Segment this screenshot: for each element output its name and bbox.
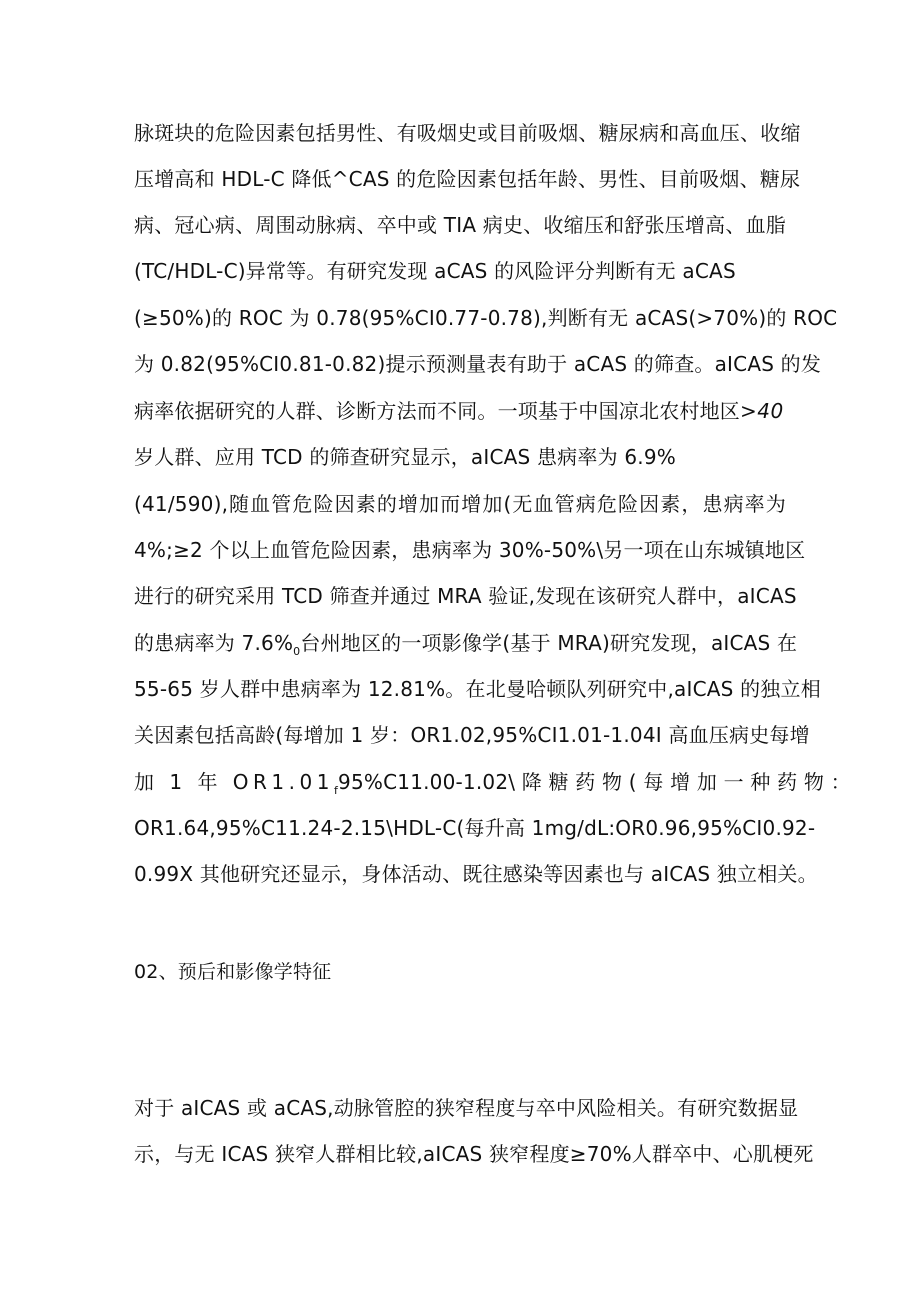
text-line: 0.99X 其他研究还显示，身体活动、既往感染等因素也与 aICAS 独立相关。 [134, 862, 818, 886]
text-line: 4%;≥2 个以上血管危险因素，患病率为 30%-50%\另一项在山东城镇地区 [134, 538, 806, 562]
text-line [134, 399, 784, 423]
text-line: 压增高和 HDL-C 降低^CAS 的危险因素包括年龄、男性、目前吸烟、糖尿 [134, 167, 801, 191]
section-heading: 02、预后和影像学特征 [134, 961, 332, 983]
text-segment: 95%C11.00-1.02\ 降 糖 药 物 ( 每 增 加 一 种 药 物 ： [338, 770, 851, 794]
text-segment: 加 1 年 OR1.01 [134, 770, 334, 794]
italic-fragment: >40 [740, 399, 784, 423]
text-line: 进行的研究采用 TCD 筛查并通过 MRA 验证,发现在该研究人群中，aICAS [134, 584, 797, 608]
text-line: (TC/HDL-C)异常等。有研究发现 aCAS 的风险评分判断有无 aCAS [134, 259, 736, 283]
subscript-mark: f [333, 784, 339, 797]
text-line: 关因素包括高龄(每增加 1 岁：OR1.02,95%CI1.01-1.04I 高血压病史每增 [134, 723, 810, 747]
text-line: 示，与无 ICAS 狭窄人群相比较,aICAS 狭窄程度≥70%人群卒中、心肌梗死 [134, 1142, 814, 1166]
text-line [134, 770, 851, 803]
text-segment: 的患病率为 7.6% [134, 631, 294, 655]
subscript-mark: 0 [293, 645, 301, 658]
text-line: 病、冠心病、周围动脉病、卒中或 TIA 病史、收缩压和舒张压增高、血脂 [134, 213, 786, 237]
text-line: (≥50%)的 ROC 为 0.78(95%CI0.77-0.78),判断有无 aCAS(>70%)的 ROC [134, 306, 838, 330]
text-line: (41/590),随血管危险因素的增加而增加(无血管病危险因素，患病率为 [134, 492, 786, 516]
text-segment: 病率依据研究的人群、诊断方法而不同。一项基于中国凉北农村地区 [134, 399, 740, 423]
text-line: 为 0.82(95%CI0.81-0.82)提示预测量表有助于 aCAS 的筛查。aICAS 的发 [134, 352, 822, 376]
text-line: 脉斑块的危险因素包括男性、有吸烟史或目前吸烟、糖尿病和高血压、收缩 [134, 121, 801, 145]
text-segment: 台州地区的一项影像学(基于 MRA)研究发现，aICAS 在 [300, 631, 798, 655]
text-line: OR1.64,95%C11.24-2.15\HDL-C(每升高 1mg/dL:OR0.96,95%CI0.92- [134, 816, 816, 840]
text-line [134, 631, 797, 664]
text-line: 55-65 岁人群中患病率为 12.81%。在北曼哈顿队列研究中,aICAS 的独立相 [134, 677, 821, 701]
text-line: 对于 aICAS 或 aCAS,动脉管腔的狭窄程度与卒中风险相关。有研究数据显 [134, 1096, 799, 1120]
text-line: 岁人群、应用 TCD 的筛查研究显示，aICAS 患病率为 6.9% [134, 445, 676, 469]
